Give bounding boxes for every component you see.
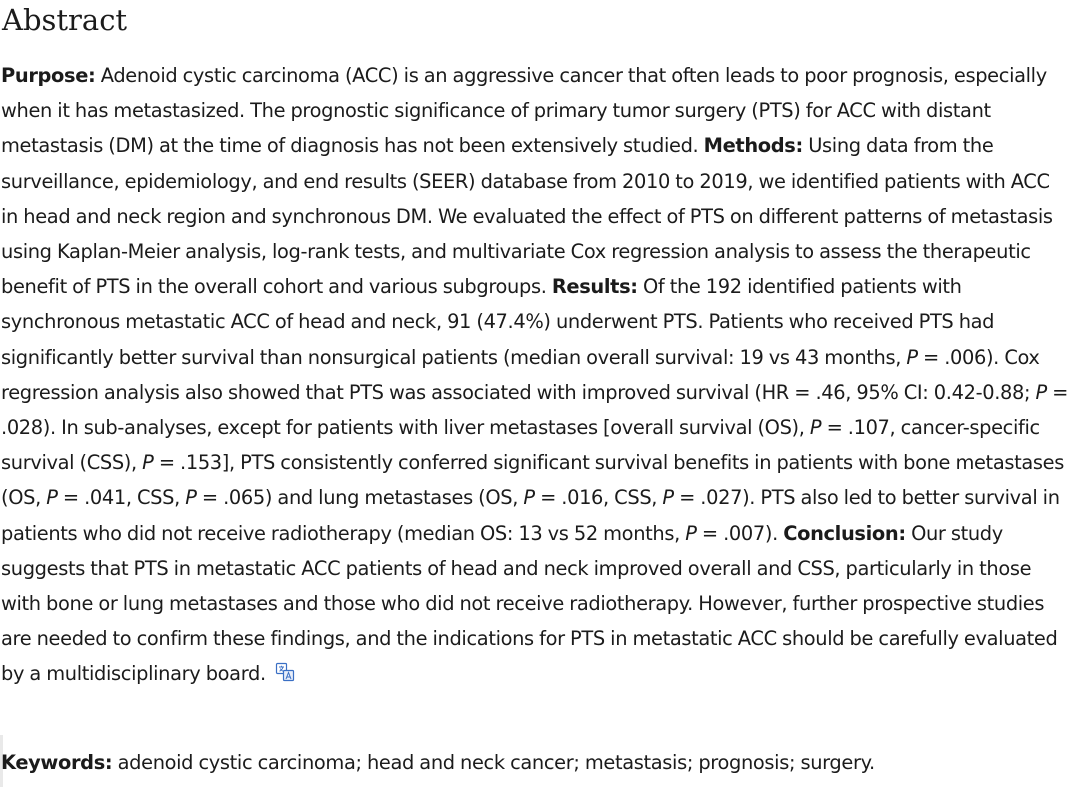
results-text: = .016, CSS, [534,486,663,510]
p-symbol: P [523,486,535,510]
results-text: = .065) and lung metastases (OS, [196,486,524,510]
results-text: Of the 192 identified patients with synchronous metastatic ACC of head and neck, 91 (47.4%) underwent PTS. Patients who received PTS had significantly better survival than nonsurgical patients (median overall survival: 19 vs 43 months, [1,275,995,369]
p-symbol: P [809,416,822,440]
results-label: Results: [551,275,638,299]
p-symbol: P [142,451,154,475]
p-symbol: P [906,345,918,369]
abstract-body [1,58,1071,692]
results-text: = .028). In sub-analyses, except for patients with liver metastases [overall survival (OS), [1,380,1069,440]
results-text: = .027). PTS also led to better survival in patients who did not receive radiotherapy (median OS: 13 vs 52 months, [1,486,1060,545]
methods-label: Methods: [703,134,803,158]
p-symbol: P [685,521,697,545]
keywords [1,745,1071,780]
p-symbol: P [46,486,58,510]
results-text: = .006). Cox regression analysis also showed that PTS was associated with improved survival (HR = .46, 95% CI: 0.42-0.88; [1,345,1040,404]
p-symbol: P [185,486,197,510]
conclusion-label: Conclusion: [783,521,906,545]
results-text: = .153], PTS consistently conferred significant survival benefits in patients with bone metastases (OS, [1,451,1064,510]
conclusion-text: Our study suggests that PTS in metastatic ACC patients of head and neck improved overall and CSS, particularly in those with bone or lung metastases and those who did not receive radiotherapy. However, further prospective studies are needed to confirm these findings, and the indications for PTS in metastatic ACC should be carefully evaluated by a multidisciplinary board. [1,521,1058,686]
results-text: = .007). [696,521,784,545]
p-symbol: P [662,486,674,510]
results-text: = .107, cancer-specific survival (CSS), [1,416,1040,475]
purpose-label: Purpose: [1,64,96,87]
p-symbol: P [1035,380,1047,404]
purpose-text: Adenoid cystic carcinoma (ACC) is an aggressive cancer that often leads to poor prognosis, especially when it has metastasized. The prognostic significance of primary tumor surgery (PTS) for ACC with distant metastasis (DM) at the time of diagnosis has not been extensively studied. [1,64,1047,158]
keywords-text: adenoid cystic carcinoma; head and neck cancer; metastasis; prognosis; surgery. [112,751,875,774]
methods-text: Using data from the surveillance, epidemiology, and end results (SEER) database from 2010 to 2019, we identified patients with ACC in head and neck region and synchronous DM. We evaluated the effect of PTS on different patterns of metastasis using Kaplan-Meier analysis, log-rank tests, and multivariate Cox regression analysis to assess the therapeutic benefit of PTS in the overall cohort and various subgroups. [1,134,1053,299]
translate-icon[interactable] [275,658,295,678]
abstract-heading: Abstract [2,3,128,37]
results-text: = .041, CSS, [57,486,186,510]
keywords-label: Keywords: [1,751,113,774]
